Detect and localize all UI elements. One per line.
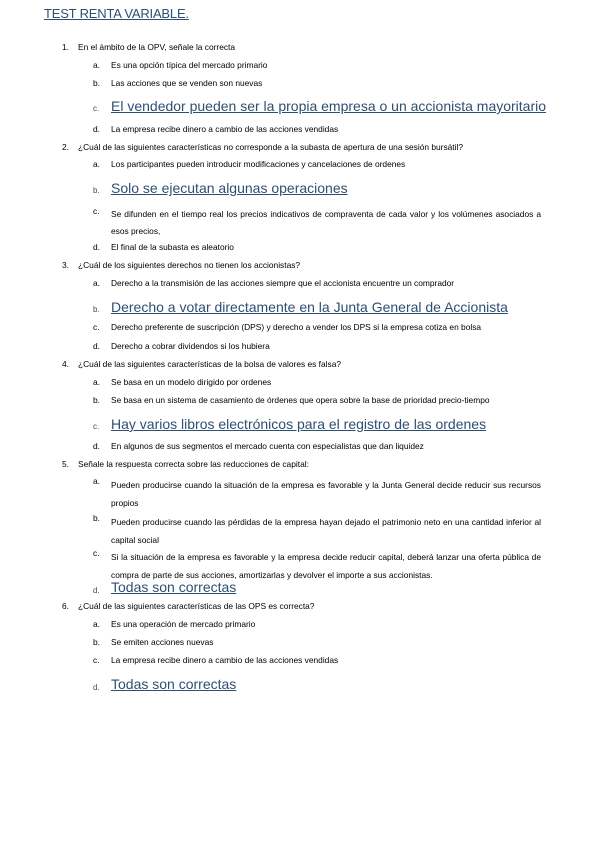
option-text: Se emiten acciones nuevas bbox=[111, 637, 214, 647]
question-number: 5. bbox=[62, 459, 69, 469]
question-number: 2. bbox=[62, 142, 69, 152]
option-letter: d. bbox=[93, 441, 100, 451]
option-text: En algunos de sus segmentos el mercado cuenta con especialistas que dan liquidez bbox=[111, 441, 424, 451]
option-letter: c. bbox=[93, 655, 100, 665]
question-text: ¿Cuál de los siguientes derechos no tienen los accionistas? bbox=[78, 260, 301, 270]
option-letter: a. bbox=[93, 278, 100, 288]
question-text: Señale la respuesta correcta sobre las reducciones de capital: bbox=[78, 459, 309, 469]
question-number: 6. bbox=[62, 601, 69, 611]
option-text: Es una operación de mercado primario bbox=[111, 619, 256, 629]
option-letter: c. bbox=[93, 206, 100, 216]
option-letter: d. bbox=[93, 124, 100, 134]
correct-answer-text: Solo se ejecutan algunas operaciones bbox=[111, 180, 348, 196]
correct-answer-text: Hay varios libros electrónicos para el registro de las ordenes bbox=[111, 416, 487, 432]
option-text: Se difunden en el tiempo real los precios indicativos de compraventa de cada valor y los volúmenes asociados a esos precios, bbox=[111, 209, 541, 236]
option-text: Derecho a cobrar dividendos si los hubiera bbox=[111, 341, 270, 351]
question-number: 3. bbox=[62, 260, 69, 270]
correct-answer-text: Todas son correctas bbox=[111, 676, 237, 692]
option-text: La empresa recibe dinero a cambio de las acciones vendidas bbox=[111, 655, 339, 665]
option-text: Pueden producirse cuando la situación de la empresa es favorable y la Junta General decide reducir sus recursos propios bbox=[111, 480, 541, 508]
option-text: Derecho preferente de suscripción (DPS) y derecho a vender los DPS si la empresa cotiza en bolsa bbox=[111, 322, 482, 332]
option-text: Si la situación de la empresa es favorable y la empresa decide reducir capital, deberá lanzar una oferta pública de compra de parte de sus acciones, amortizarlas y devolver el importe a sus accionistas. bbox=[111, 552, 541, 580]
option-letter: a. bbox=[93, 60, 100, 70]
question-text: ¿Cuál de las siguientes características de la bolsa de valores es falsa? bbox=[78, 359, 342, 369]
option-text: El final de la subasta es aleatorio bbox=[111, 242, 234, 252]
option-text: Pueden producirse cuando las pérdidas de la empresa hayan dejado el patrimonio neto en una cantidad inferior al capital social bbox=[111, 517, 541, 545]
correct-option-letter: d. bbox=[93, 683, 100, 692]
correct-option-letter: d. bbox=[93, 586, 100, 595]
option-letter: b. bbox=[93, 78, 100, 88]
option-letter: c. bbox=[93, 548, 100, 558]
option-letter: b. bbox=[93, 637, 100, 647]
option-letter: a. bbox=[93, 377, 100, 387]
option-letter: c. bbox=[93, 322, 100, 332]
correct-option-letter: c. bbox=[93, 422, 100, 431]
option-text: Es una opción típica del mercado primario bbox=[111, 60, 268, 70]
question-text: ¿Cuál de las siguientes características no corresponde a la subasta de apertura de una sesión bursátil? bbox=[78, 142, 464, 152]
correct-option-letter: b. bbox=[93, 186, 100, 195]
option-letter: b. bbox=[93, 513, 100, 523]
question-number: 1. bbox=[62, 42, 69, 52]
correct-option-letter: b. bbox=[93, 305, 100, 314]
option-letter: a. bbox=[93, 619, 100, 629]
correct-option-letter: c. bbox=[93, 104, 100, 113]
option-text: La empresa recibe dinero a cambio de las acciones vendidas bbox=[111, 124, 339, 134]
option-text: Derecho a la transmisión de las acciones siempre que el accionista encuentre un comprador bbox=[111, 278, 455, 288]
page-title: TEST RENTA VARIABLE. bbox=[44, 6, 189, 21]
option-text: Los participantes pueden introducir modificaciones y cancelaciones de ordenes bbox=[111, 159, 406, 169]
option-letter: d. bbox=[93, 242, 100, 252]
option-text: Se basa en un modelo dirigido por ordenes bbox=[111, 377, 272, 387]
option-text: Se basa en un sistema de casamiento de órdenes que opera sobre la base de prioridad precio-tiempo bbox=[111, 395, 490, 405]
correct-answer-text: Todas son correctas bbox=[111, 579, 237, 595]
option-letter: b. bbox=[93, 395, 100, 405]
option-text: Las acciones que se venden son nuevas bbox=[111, 78, 263, 88]
option-letter: d. bbox=[93, 341, 100, 351]
correct-answer-text: Derecho a votar directamente en la Junta General de Accionista bbox=[111, 299, 508, 315]
question-number: 4. bbox=[62, 359, 69, 369]
question-text: ¿Cuál de las siguientes características de las OPS es correcta? bbox=[78, 601, 315, 611]
question-text: En el ámbito de la OPV, señale la correcta bbox=[78, 42, 236, 52]
correct-answer-text: El vendedor pueden ser la propia empresa o un accionista mayoritario bbox=[111, 98, 547, 114]
option-letter: a. bbox=[93, 476, 100, 486]
option-letter: a. bbox=[93, 159, 100, 169]
